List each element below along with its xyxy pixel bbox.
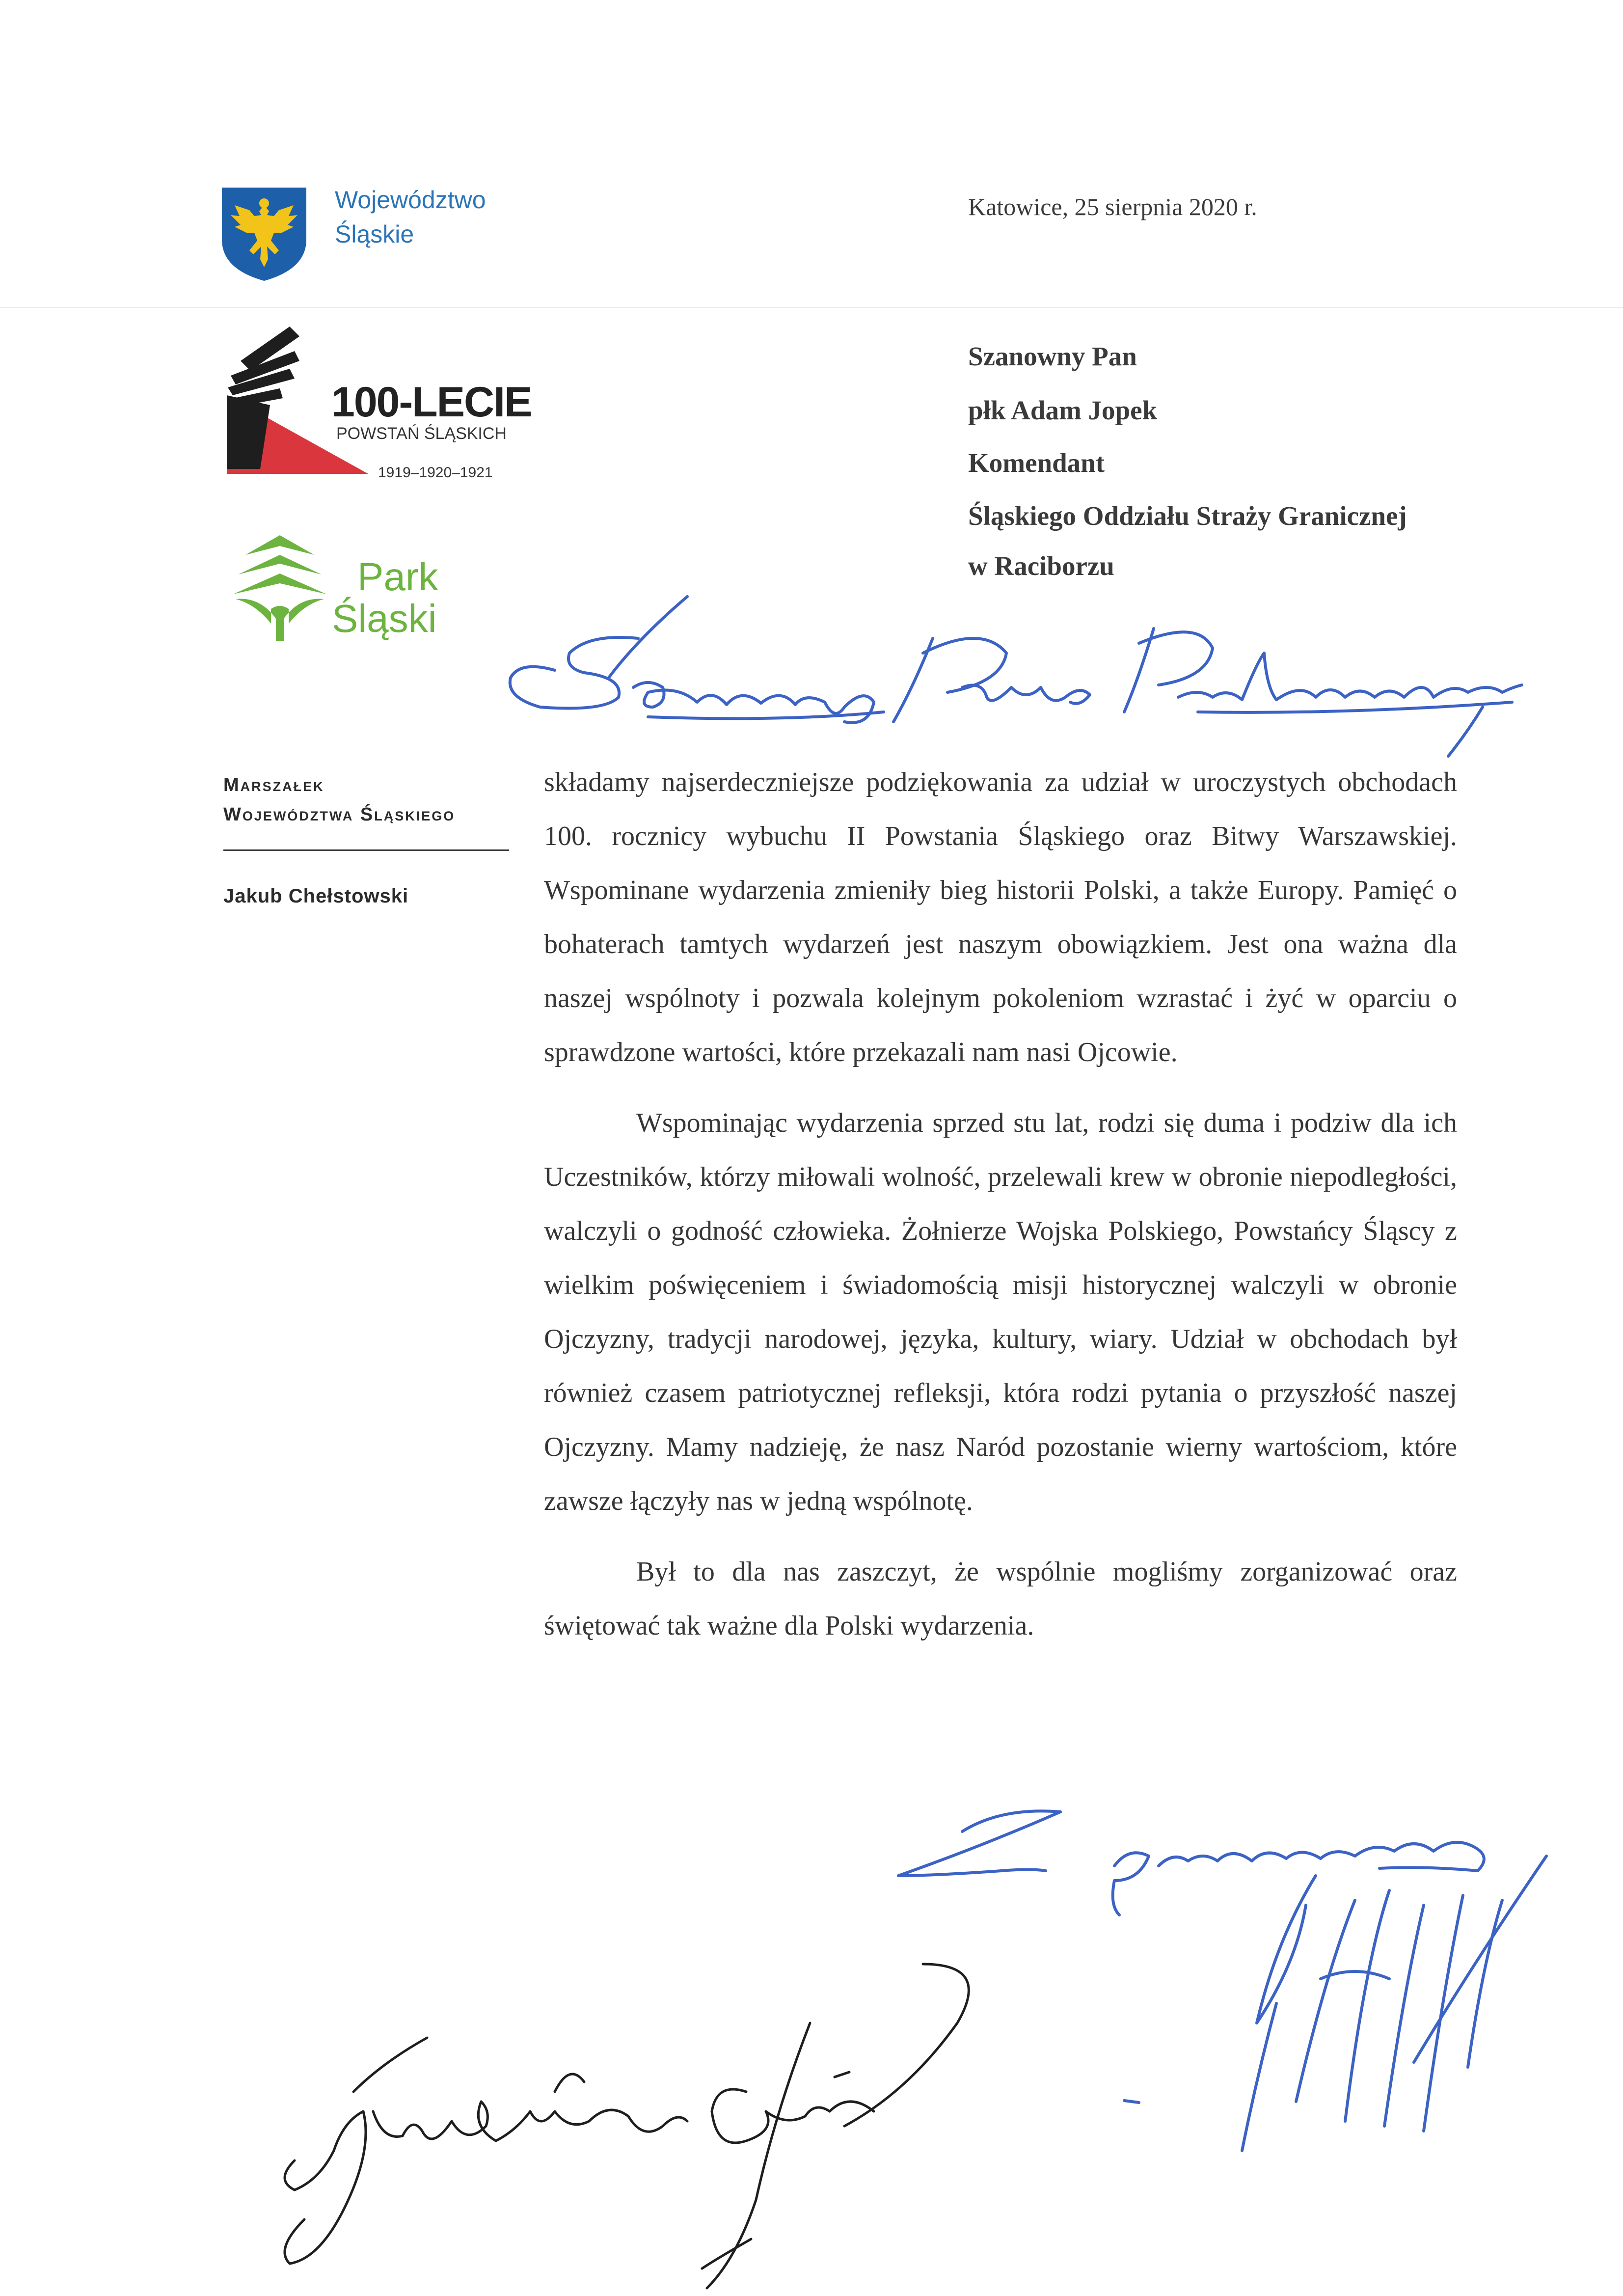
addressee-line: płk Adam Jopek	[968, 395, 1158, 425]
park-logo-line1: Park	[357, 555, 438, 599]
signatory-title-line1: Marszałek	[223, 775, 325, 795]
park-logo-line2: Śląski	[332, 597, 437, 640]
letter-date: Katowice, 25 sierpnia 2020 r.	[968, 193, 1257, 220]
100-lecie-subtitle: POWSTAŃ ŚLĄSKICH	[336, 424, 507, 443]
voivodeship-name-line2: Śląskie	[335, 220, 414, 248]
body-paragraph: Był to dla nas zaszczyt, że wspólnie mogliśmy zorganizować oraz świętować tak ważne dla Polski wydarzenia.	[544, 1557, 1457, 1641]
body-paragraph: składamy najserdeczniejsze podziękowania za udział w uroczystych obchodach 100. rocznicy wybuchu II Powstania Śląskiego oraz Bitwy Warszawskiej. Wspominane wydarzenia zmieniły bieg historii Polski, a także Europy. Pamięć o bohaterach tamtych wydarzeń jest naszym obowiązkiem. Jest ona ważna dla naszej wspólnoty i pozwala kolejnym pokoleniom wzrastać i żyć w oparciu o sprawdzone wartości, które przekazali nam nasi Ojcowie.	[544, 767, 1457, 1067]
signatory-title-line2: Województwa Śląskiego	[223, 804, 456, 825]
body-paragraph: Wspominając wydarzenia sprzed stu lat, rodzi się duma i podziw dla ich Uczestników, którzy miłowali wolność, przelewali krew w obronie niepodległości, walczyli o godność człowieka. Żołnierze Wojska Polskiego, Powstańcy Śląscy z wielkim poświęceniem i świadomością misji historycznej walczyli w obronie Ojczyzny, tradycji narodowej, języka, kultury, wiary. Udział w obchodach był również czasem patriotycznej refleksji, która rodzi pytania o przyszłość naszej Ojczyzny. Mamy nadzieję, że nasz Naród pozostanie wierny wartościom, które zawsze łączyły nas w jedną wspólnotę.	[544, 1108, 1457, 1516]
100-lecie-years: 1919–1920–1921	[378, 465, 493, 481]
addressee-line: Szanowny Pan	[968, 341, 1137, 371]
addressee-line: w Raciborzu	[968, 551, 1114, 581]
addressee-line: Komendant	[968, 448, 1105, 478]
signatory-name: Jakub Chełstowski	[223, 885, 409, 907]
voivodeship-name-line1: Województwo	[335, 186, 486, 214]
100-lecie-title: 100-LECIE	[331, 379, 532, 426]
addressee-line: Śląskiego Oddziału Straży Granicznej	[968, 501, 1407, 531]
